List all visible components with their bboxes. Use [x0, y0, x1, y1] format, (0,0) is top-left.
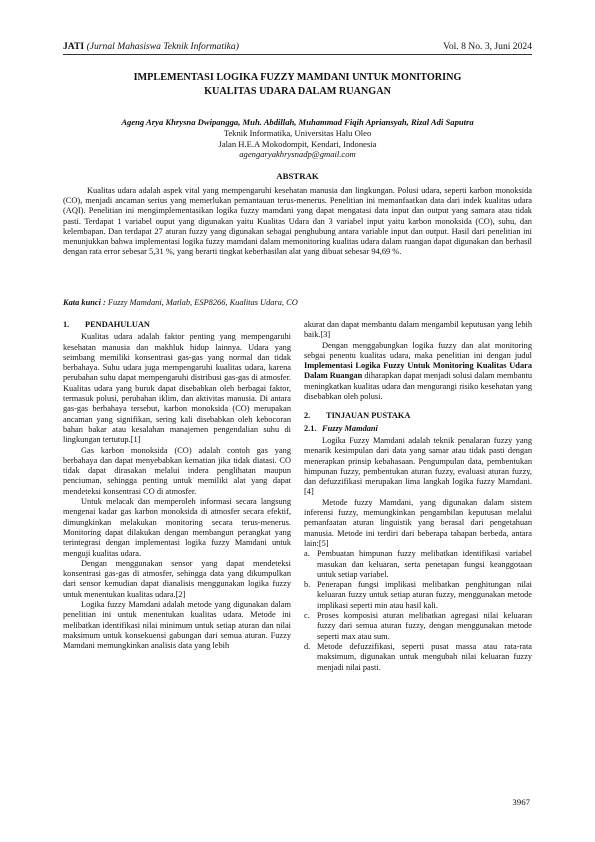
affiliation-line-1: Teknik Informatika, Universitas Halu Oleo: [223, 128, 372, 138]
method-steps-list: [304, 549, 532, 673]
list-item: [304, 580, 532, 611]
list-marker: b.: [304, 580, 311, 590]
section-number: 1.: [63, 320, 70, 329]
paper-title-emphasis: Implementasi Logika Fuzzy Untuk Monitoring Kualitas Udara Dalam Ruangan: [304, 361, 532, 381]
right-column: [304, 320, 532, 780]
list-item: [304, 642, 532, 673]
paragraph: Kualitas udara adalah faktor penting yang mempengaruhi kesehatan manusia dan makhluk hidup lainnya. Udara yang seimbang memiliki konsentrasi gas-gas yang normal dan tidak berbahaya. Suhu udara juga mempengaruhi kualitas udara, karena perubahan suhu dapat mempengaruhi distribusi gas-gas di atmosfer. Kualitas udara yang buruk dapat disebabkan oleh berbagai faktor, termasuk polusi, perubahan iklim, dan aktivitas manusia. Di antara gas-gas berbahaya tersebut, karbon monoksida (CO) merupakan ancaman yang signifikan, sering kali disebabkan oleh kebocoran bahan bakar atau kesalahan manajemen pengendalian suhu di lingkungan tertutup.[1]: [63, 332, 291, 445]
paragraph: akurat dan dapat membantu dalam mengambil keputusan yang lebih baik.[3]: [304, 320, 532, 340]
running-header: [63, 38, 532, 52]
paragraph: Logika Fuzzy Mamdani adalah teknik penalaran fuzzy yang menarik kesimpulan dari data yang samar atau tidak pasti dengan menerapkan prinsip kebahasaan. Pengumpulan data, pembentukan himpunan fuzzy, pembentukan aturan fuzzy, evaluasi aturan fuzzy, dan defuzzifikasi merupakan lima langkah logika fuzzy Mamdani.[4]: [304, 435, 532, 497]
paragraph-text: diharapkan dapat menjadi solusi dalam membantu meningkatkan kualitas udara dan mengurangi risiko kesehatan yang disebabkan oleh polusi.: [304, 371, 532, 402]
left-column: [63, 320, 291, 780]
paragraph: Untuk melacak dan memperoleh informasi secara langsung mengenai kadar gas karbon monoksida di atmosfer secara efektif, dimungkinkan melakukan monitoring secara terus-menerus. Monitoring dapat dilakukan dengan membangun perangkat yang terintegrasi dengan implementasi logika fuzzy Mamdani untuk menguji kualitas udara.: [63, 497, 291, 558]
journal-abbr: JATI: [63, 41, 85, 52]
list-marker: a.: [304, 549, 310, 559]
list-marker: c.: [304, 611, 310, 621]
list-item-text: Metode defuzzifikasi, seperti pusat massa atau rata-rata maksimum, digunakan untuk mengubah nilai keluaran fuzzy menjadi nilai pasti.: [317, 641, 532, 672]
paragraph: Metode fuzzy Mamdani, yang digunakan dalam sistem inferensi fuzzy, memungkinkan pengambilan keputusan melalui pemanfaatan aturan linguistik yang berasal dari pengetahuan manusia. Metode ini terdiri dari beberapa tahapan berbeda, antara lain:[5]: [304, 497, 532, 548]
page-number: 3967: [512, 797, 530, 807]
journal-fullname: (Jurnal Mahasiswa Teknik Informatika): [86, 41, 239, 52]
author-email: agengaryakhrysnadp@gmail.com: [239, 149, 356, 159]
list-marker: d.: [304, 641, 311, 651]
section-title: TINJAUAN PUSTAKA: [326, 411, 411, 421]
section-heading-introduction: [63, 320, 291, 330]
keywords: [63, 298, 532, 307]
section-number: 2.: [304, 411, 311, 421]
paragraph-text: Dengan menggabungkan logika fuzzy dan alat monitoring sebgai penentu kualitas udara, maka penelitian ini dengan judul: [304, 340, 532, 360]
journal-name: [63, 41, 239, 52]
paper-title: [63, 71, 532, 99]
list-item-text: Pembuatan himpunan fuzzy melibatkan identifikasi variabel masukan dan keluaran, serta penetapan fungsi keanggotaan untuk setiap variabel.: [317, 549, 532, 579]
subsection-title: Fuzzy Mamdani: [322, 423, 378, 433]
section-title: PENDAHULUAN: [85, 320, 150, 329]
abstract-heading: ABSTRAK: [276, 171, 319, 181]
paragraph: Gas karbon monoksida (CO) adalah contoh gas yang berbahaya dan dapat menyebabkan kematian jika tidak diatasi. CO tidak dapat dirasakan melalui indera penglihatan maupun penciuman, sehingga penting untuk memiliki alat yang dapat mendeteksi konsentrasi CO di atmosfer.: [63, 445, 291, 496]
title-line-2: KUALITAS UDARA DALAM RUANGAN: [204, 86, 391, 97]
list-item: [304, 611, 532, 642]
list-item-text: Penerapan fungsi implikasi melibatkan penghitungan nilai keluaran fuzzy untuk setiap aturan fuzzy, menggunakan metode implikasi seperti min atau hasil kali.: [317, 580, 532, 610]
paragraph: Logika fuzzy Mamdani adalah metode yang digunakan dalam penelitian ini untuk menentukan kualitas udara. Metode ini melibatkan identifikasi nilai minimum untuk setiap aturan dan nilai maksimum untuk konsekuensi gabungan dari semua aturan. Fuzzy Mamdani memungkinkan analisis data yang lebih: [63, 600, 291, 651]
paragraph: Dengan menggunakan sensor yang dapat mendeteksi konsentrasi gas-gas di atmosfer, sehingga data yang dikumpulkan dari sensor kemudian dapat dianalisis menggunakan logika fuzzy untuk menentukan kualitas udara.[2]: [63, 558, 291, 599]
subsection-number: 2.1.: [304, 423, 317, 433]
list-item-text: Proses komposisi aturan melibatkan agregasi nilai keluaran fuzzy dari semua aturan fuzzy, dengan menggunakan metode seperti max atau sum.: [317, 611, 532, 641]
author-list: Ageng Arya Khrysna Dwipangga, Muh. Abdillah, Muhammad Fiqih Apriansyah, Rizal Adi Saputra: [121, 117, 474, 127]
section-heading-literature-review: [304, 411, 532, 421]
affiliation-line-2: Jalan H.E.A Mokodompit, Kendari, Indonesia: [218, 138, 377, 149]
keywords-text: Fuzzy Mamdani, Matlab, ESP8266, Kualitas Udara, CO: [107, 298, 298, 307]
header-divider: [63, 54, 532, 55]
keywords-label: Kata kunci :: [63, 298, 106, 307]
spacer: [304, 402, 532, 411]
paragraph: [304, 341, 532, 403]
abstract-text: Kualitas udara adalah aspek vital yang mempengaruhi kesehatan manusia dan lingkungan. Polusi udara, seperti karbon monoksida (CO), menjadi ancaman serius yang memerlukan pemantauan terus-menerus. Penelitian ini memanfaatkan data dari indek kualitas udara (AQI). Penelitian ini mengimplementasikan logika fuzzy mamdani yang dapat mengatasi data input dan output yang samara atau tidak pasti. Terdapat 1 variabel ouput yang digunakan yaitu Kualitas Udara dan 3 variabel input yaitu karbon monoksida (CO), suhu, dan kelembapan. Dan terdapat 27 aturan fuzzy yang digunakan sebagai penghubung antara variable input dan output. Hasil dari penelitian ini menunjukkan bahwa implementasi logika fuzzy mamdani dalam memonitoring kualitas udara dalam ruangan dapat digunakan dan berhasil dengan rata error sebesar 5,31 %, yang berarti tingkat keberhasilan alat yang dibuat sebesar 94,69 %.: [63, 186, 532, 257]
affiliation: [63, 128, 532, 160]
list-item: [304, 549, 532, 580]
volume-info: Vol. 8 No. 3, Juni 2024: [443, 41, 532, 52]
subsection-heading-fuzzy-mamdani: [304, 424, 532, 434]
title-line-1: IMPLEMENTASI LOGIKA FUZZY MAMDANI UNTUK MONITORING: [133, 72, 462, 83]
